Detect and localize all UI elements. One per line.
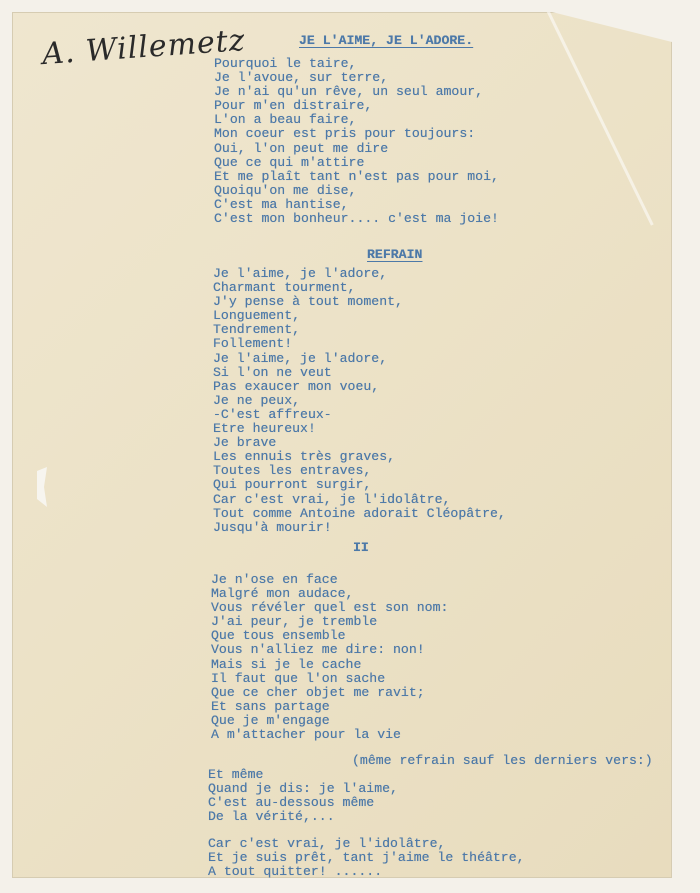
text-line: Car c'est vrai, je l'idolâtre, [213, 491, 451, 507]
text-line: Je l'aime, je l'adore, [213, 350, 388, 366]
text-line: Follement! [213, 336, 293, 352]
song-title: JE L'AIME, JE L'ADORE. [299, 33, 474, 48]
text-line: Si l'on ne veut [213, 364, 332, 380]
text-line: Que ce qui m'attire [214, 154, 365, 170]
text-line: A m'attacher pour la vie [211, 727, 401, 743]
text-line: Et même [208, 767, 264, 782]
text-line: Mon coeur est pris pour toujours: [214, 126, 476, 142]
text-line: Vous n'alliez me dire: non! [211, 642, 425, 658]
text-line: Charmant tourment, [213, 280, 356, 296]
handwritten-signature: A. Willemetz [41, 22, 247, 73]
paper-fold-crease [537, 12, 654, 226]
text-line: Pas exaucer mon voeu, [213, 378, 380, 394]
text-line: Je ne peux, [213, 392, 301, 408]
ending-part-one [208, 768, 398, 824]
text-line: Malgré mon audace, [211, 586, 354, 602]
text-line: Et je suis prêt, tant j'aime le théâtre, [208, 850, 525, 866]
text-line: Je l'avoue, sur terre, [214, 70, 389, 86]
text-line: Je n'ai qu'un rêve, un seul amour, [214, 84, 484, 100]
text-line: Je brave [213, 435, 277, 451]
text-line: C'est au-dessous même [208, 795, 375, 811]
section-numeral: II [353, 540, 369, 555]
text-line: Quoiqu'on me dise, [214, 182, 357, 198]
text-line: Etre heureux! [213, 421, 316, 437]
verse-two [211, 573, 448, 742]
text-line: Tendrement, [213, 322, 301, 338]
text-line: C'est mon bonheur.... c'est ma joie! [214, 211, 499, 227]
text-line: Vous révéler quel est son nom: [211, 600, 449, 616]
text-line: Jusqu'à mourir! [213, 519, 332, 535]
text-line: Et me plaît tant n'est pas pour moi, [214, 168, 499, 184]
text-line: Car c'est vrai, je l'idolâtre, [208, 836, 446, 851]
text-line: Je l'aime, je l'adore, [213, 266, 388, 281]
text-line: J'ai peur, je tremble [211, 614, 378, 630]
text-line: Je n'ose en face [211, 572, 338, 587]
text-line: Mais si je le cache [211, 656, 362, 672]
text-line: De la vérité,... [208, 809, 335, 825]
text-line: Quand je dis: je l'aime, [208, 781, 398, 797]
text-line: Que je m'engage [211, 712, 330, 728]
text-line: Il faut que l'on sache [211, 670, 386, 686]
torn-corner [552, 12, 672, 42]
text-line: Pourquoi le taire, [214, 56, 357, 71]
text-line: A tout quitter! ...... [208, 864, 383, 878]
text-line: Oui, l'on peut me dire [214, 140, 389, 156]
ending-part-two [208, 837, 525, 878]
typescript-page [12, 12, 672, 878]
refrain-text [213, 267, 506, 535]
text-line: -C'est affreux- [213, 406, 332, 422]
text-line: Longuement, [213, 308, 301, 324]
refrain-note: (même refrain sauf les derniers vers:) [352, 753, 653, 768]
text-line: Qui pourront surgir, [213, 477, 372, 493]
text-line: Tout comme Antoine adorait Cléopâtre, [213, 505, 506, 521]
verse-one [214, 57, 499, 226]
text-line: C'est ma hantise, [214, 196, 349, 212]
text-line: L'on a beau faire, [214, 112, 357, 128]
refrain-heading: REFRAIN [367, 247, 423, 262]
text-line: Que tous ensemble [211, 628, 346, 644]
text-line: Toutes les entraves, [213, 463, 372, 479]
text-line: Les ennuis très graves, [213, 449, 396, 465]
text-line: J'y pense à tout moment, [213, 294, 403, 310]
paper-tear [37, 467, 47, 507]
text-line: Et sans partage [211, 698, 330, 714]
text-line: Que ce cher objet me ravit; [211, 684, 425, 700]
text-line: Pour m'en distraire, [214, 98, 373, 114]
